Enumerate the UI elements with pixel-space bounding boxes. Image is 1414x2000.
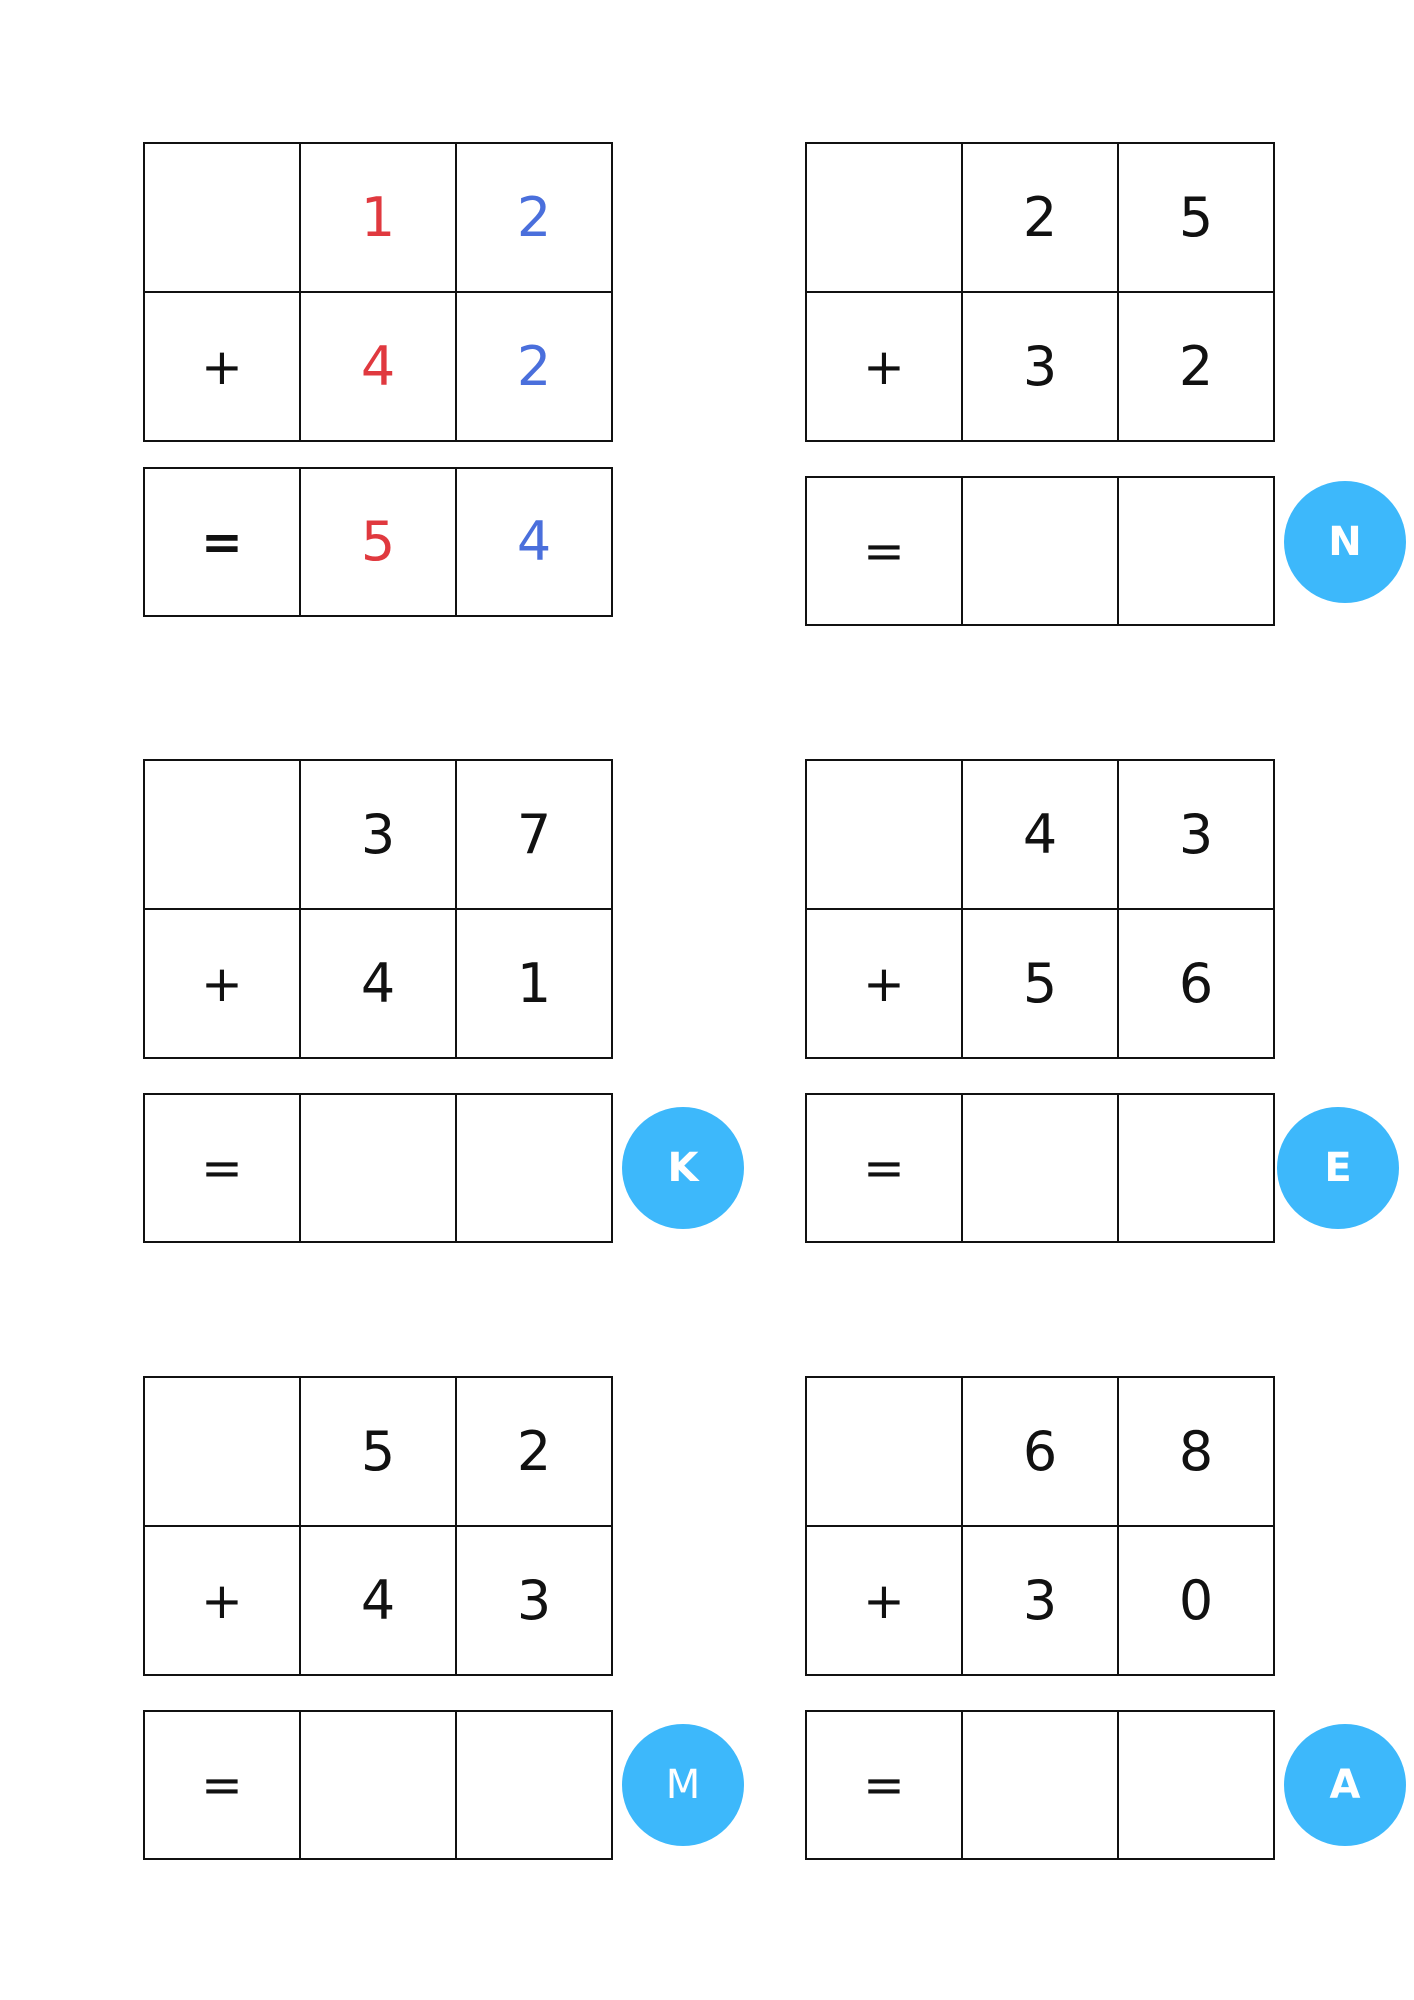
- tens-digit-top: 6: [962, 1377, 1118, 1526]
- plus-sign: +: [144, 909, 300, 1058]
- equals-sign: =: [806, 1094, 962, 1242]
- tens-digit-bottom: 4: [300, 1526, 456, 1675]
- result-ones: 4: [456, 468, 612, 616]
- problem-6-result: [805, 1710, 1275, 1860]
- answer-tens-box[interactable]: [300, 1094, 456, 1242]
- problem-6-addends: [805, 1376, 1275, 1676]
- empty-cell: [806, 760, 962, 909]
- answer-ones-box[interactable]: [456, 1711, 612, 1859]
- empty-cell: [806, 1377, 962, 1526]
- empty-cell: [144, 1377, 300, 1526]
- tens-digit-bottom: 3: [962, 292, 1118, 441]
- problem-3-result: [143, 1093, 613, 1243]
- problem-2-addends: [805, 142, 1275, 442]
- empty-cell: [144, 760, 300, 909]
- ones-digit-top: 5: [1118, 143, 1274, 292]
- letter-badge-m: M: [622, 1724, 744, 1846]
- answer-tens-box[interactable]: [300, 1711, 456, 1859]
- equals-sign: =: [144, 1711, 300, 1859]
- ones-digit-top: 7: [456, 760, 612, 909]
- answer-ones-box[interactable]: [456, 1094, 612, 1242]
- empty-cell: [806, 143, 962, 292]
- letter-badge-e: E: [1277, 1107, 1399, 1229]
- ones-digit-bottom: 1: [456, 909, 612, 1058]
- answer-tens-box[interactable]: [962, 1094, 1118, 1242]
- ones-digit-top: 3: [1118, 760, 1274, 909]
- plus-sign: +: [806, 1526, 962, 1675]
- letter-badge-k: K: [622, 1107, 744, 1229]
- answer-ones-box[interactable]: [1118, 477, 1274, 625]
- problem-2-result: [805, 476, 1275, 626]
- problem-5-addends: [143, 1376, 613, 1676]
- ones-digit-bottom: 0: [1118, 1526, 1274, 1675]
- problem-4-addends: [805, 759, 1275, 1059]
- letter-badge-a: A: [1284, 1724, 1406, 1846]
- tens-digit-top: 3: [300, 760, 456, 909]
- tens-digit-top: 4: [962, 760, 1118, 909]
- plus-sign: +: [806, 909, 962, 1058]
- answer-ones-box[interactable]: [1118, 1094, 1274, 1242]
- plus-sign: +: [144, 1526, 300, 1675]
- ones-digit-bottom: 2: [1118, 292, 1274, 441]
- problem-4-result: [805, 1093, 1275, 1243]
- result-tens: 5: [300, 468, 456, 616]
- equals-sign: =: [806, 477, 962, 625]
- answer-tens-box[interactable]: [962, 1711, 1118, 1859]
- empty-cell: [144, 143, 300, 292]
- plus-sign: +: [806, 292, 962, 441]
- plus-sign: +: [144, 292, 300, 441]
- tens-digit-top: 2: [962, 143, 1118, 292]
- tens-digit-bottom: 4: [300, 292, 456, 441]
- problem-1-addends: [143, 142, 613, 442]
- equals-sign: =: [144, 1094, 300, 1242]
- answer-tens-box[interactable]: [962, 477, 1118, 625]
- problem-1-result: [143, 467, 613, 617]
- ones-digit-top: 2: [456, 143, 612, 292]
- ones-digit-bottom: 3: [456, 1526, 612, 1675]
- tens-digit-top: 5: [300, 1377, 456, 1526]
- problem-3-addends: [143, 759, 613, 1059]
- ones-digit-top: 2: [456, 1377, 612, 1526]
- answer-ones-box[interactable]: [1118, 1711, 1274, 1859]
- tens-digit-bottom: 3: [962, 1526, 1118, 1675]
- problem-5-result: [143, 1710, 613, 1860]
- equals-sign: =: [806, 1711, 962, 1859]
- ones-digit-top: 8: [1118, 1377, 1274, 1526]
- ones-digit-bottom: 6: [1118, 909, 1274, 1058]
- ones-digit-bottom: 2: [456, 292, 612, 441]
- letter-badge-n: N: [1284, 481, 1406, 603]
- tens-digit-top: 1: [300, 143, 456, 292]
- tens-digit-bottom: 4: [300, 909, 456, 1058]
- equals-sign: =: [144, 468, 300, 616]
- tens-digit-bottom: 5: [962, 909, 1118, 1058]
